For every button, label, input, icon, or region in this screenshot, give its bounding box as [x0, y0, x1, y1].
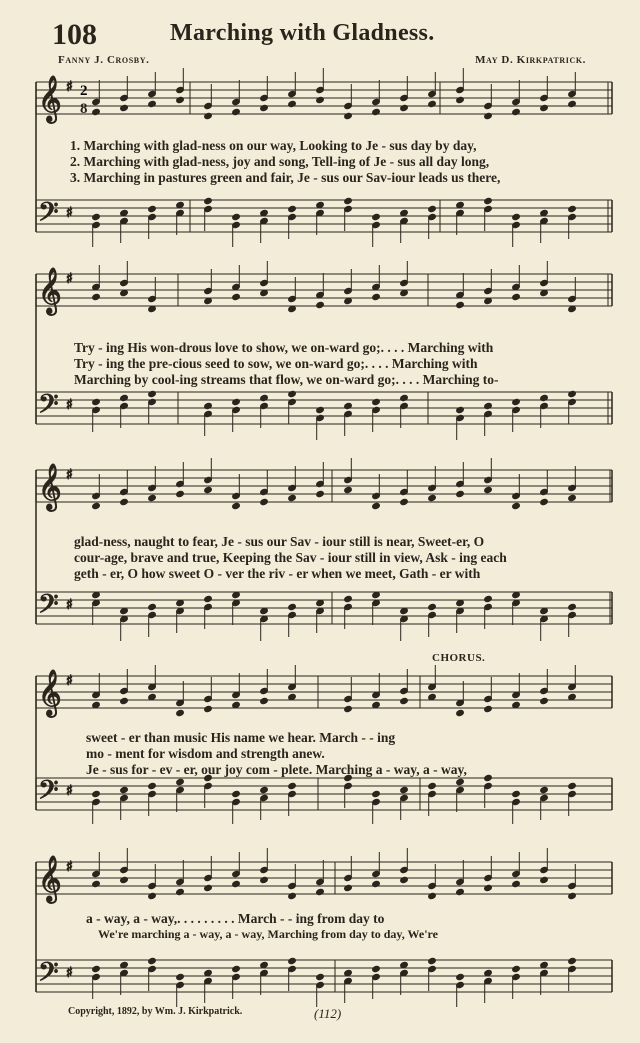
- note-head: [288, 100, 297, 107]
- note-head: [568, 205, 577, 212]
- note-head: [344, 595, 353, 602]
- note-head: [120, 786, 129, 793]
- note-head: [204, 112, 213, 119]
- sharp-icon: ♯: [66, 205, 73, 221]
- lyric-line: Je - sus for - ev - er, our joy com - plete. Marching a - way, a - way,: [86, 762, 467, 777]
- note-head: [568, 603, 577, 610]
- note-head: [176, 778, 185, 785]
- note-head: [288, 603, 297, 610]
- hymn-number: 108: [52, 18, 97, 51]
- note-head: [92, 790, 101, 797]
- lyric-line: 1. Marching with glad-ness on our way, Looking to Je - sus day by day,: [70, 138, 477, 153]
- note-head: [484, 486, 493, 493]
- note-head: [512, 965, 521, 972]
- note-head: [120, 394, 129, 401]
- note-head: [260, 394, 269, 401]
- note-head: [400, 876, 409, 883]
- note-head: [484, 402, 493, 409]
- note-head: [512, 880, 521, 887]
- note-head: [316, 490, 325, 497]
- sharp-icon: ♯: [66, 597, 73, 613]
- note-head: [148, 205, 157, 212]
- note-head: [148, 603, 157, 610]
- note-head: [260, 104, 269, 111]
- note-head: [372, 790, 381, 797]
- note-head: [344, 705, 353, 712]
- hymn-title: Marching with Gladness.: [170, 20, 435, 46]
- note-head: [484, 197, 493, 204]
- time-signature-bottom: 8: [80, 101, 88, 117]
- note-head: [92, 293, 101, 300]
- note-head: [372, 398, 381, 405]
- note-head: [344, 402, 353, 409]
- note-head: [456, 709, 465, 716]
- note-head: [540, 498, 549, 505]
- sharp-icon: ♯: [66, 79, 73, 95]
- note-head: [428, 957, 437, 964]
- note-head: [512, 293, 521, 300]
- lyric-line: geth - er, O how sweet O - ver the riv - er when we meet, Gath - er with: [74, 566, 481, 581]
- note-head: [456, 888, 465, 895]
- note-head: [148, 957, 157, 964]
- note-head: [316, 96, 325, 103]
- treble-clef-icon: 𝄞: [38, 464, 62, 510]
- note-head: [568, 892, 577, 899]
- sharp-icon: ♯: [66, 783, 73, 799]
- note-head: [512, 398, 521, 405]
- note-head: [540, 876, 549, 883]
- note-head: [344, 486, 353, 493]
- note-head: [204, 402, 213, 409]
- note-head: [428, 205, 437, 212]
- note-head: [372, 965, 381, 972]
- note-head: [512, 790, 521, 797]
- lyric-line: Try - ing the pre-cious seed to sow, we on-ward go;. . . . Marching with: [74, 356, 478, 371]
- note-head: [204, 705, 213, 712]
- note-head: [92, 502, 101, 509]
- note-head: [232, 398, 241, 405]
- note-head: [540, 104, 549, 111]
- note-head: [204, 884, 213, 891]
- chorus-label: CHORUS.: [432, 652, 486, 664]
- treble-clef-icon: 𝄞: [38, 268, 62, 314]
- note-head: [176, 709, 185, 716]
- note-head: [456, 96, 465, 103]
- note-head: [148, 100, 157, 107]
- note-head: [568, 390, 577, 397]
- sharp-icon: ♯: [66, 271, 73, 287]
- bass-clef-icon: 𝄢: [38, 588, 59, 626]
- note-head: [176, 973, 185, 980]
- bass-clef-icon: 𝄢: [38, 774, 59, 812]
- sharp-icon: ♯: [66, 673, 73, 689]
- note-head: [344, 112, 353, 119]
- note-head: [512, 213, 521, 220]
- note-head: [232, 502, 241, 509]
- note-head: [372, 213, 381, 220]
- note-head: [512, 502, 521, 509]
- note-head: [260, 876, 269, 883]
- note-head: [288, 494, 297, 501]
- note-head: [288, 957, 297, 964]
- bass-clef-icon: 𝄢: [38, 196, 59, 234]
- note-head: [316, 301, 325, 308]
- treble-clef-icon: 𝄞: [38, 856, 62, 902]
- note-head: [148, 782, 157, 789]
- lyric-line: 3. Marching in pastures green and fair, Je - sus our Sav-iour leads us there,: [70, 170, 501, 185]
- lyricist-credit: Fanny J. Crosby.: [58, 54, 150, 66]
- note-head: [288, 782, 297, 789]
- note-head: [512, 108, 521, 115]
- note-head: [176, 888, 185, 895]
- note-head: [428, 892, 437, 899]
- note-head: [232, 293, 241, 300]
- note-head: [260, 786, 269, 793]
- note-head: [456, 973, 465, 980]
- note-head: [372, 502, 381, 509]
- sharp-icon: ♯: [66, 467, 73, 483]
- note-head: [568, 494, 577, 501]
- note-head: [148, 390, 157, 397]
- sharp-icon: ♯: [66, 397, 73, 413]
- note-head: [92, 880, 101, 887]
- note-head: [232, 108, 241, 115]
- note-head: [288, 205, 297, 212]
- note-head: [120, 498, 129, 505]
- note-head: [344, 197, 353, 204]
- note-head: [540, 394, 549, 401]
- lyric-line: glad-ness, naught to fear, Je - sus our Sav - iour still is near, Sweet-er, O: [74, 534, 485, 549]
- note-head: [232, 213, 241, 220]
- note-head: [428, 100, 437, 107]
- note-head: [204, 197, 213, 204]
- note-head: [400, 697, 409, 704]
- note-head: [288, 390, 297, 397]
- note-head: [540, 697, 549, 704]
- note-head: [484, 884, 493, 891]
- note-head: [120, 876, 129, 883]
- lyric-line: Try - ing His won-drous love to show, we on-ward go;. . . . Marching with: [74, 340, 494, 355]
- note-head: [288, 892, 297, 899]
- note-head: [456, 301, 465, 308]
- note-head: [400, 104, 409, 111]
- note-head: [456, 778, 465, 785]
- note-head: [120, 104, 129, 111]
- note-head: [372, 293, 381, 300]
- note-head: [428, 603, 437, 610]
- note-head: [120, 697, 129, 704]
- note-head: [176, 490, 185, 497]
- page-number: (112): [314, 1006, 342, 1021]
- note-head: [540, 786, 549, 793]
- lyric-line: 2. Marching with glad-ness, joy and song, Tell-ing of Je - sus all day long,: [70, 154, 490, 169]
- note-head: [176, 96, 185, 103]
- note-head: [204, 486, 213, 493]
- note-head: [92, 108, 101, 115]
- note-head: [92, 398, 101, 405]
- note-head: [568, 957, 577, 964]
- note-head: [484, 705, 493, 712]
- note-head: [456, 406, 465, 413]
- bass-clef-icon: 𝄢: [38, 388, 59, 426]
- note-head: [344, 884, 353, 891]
- note-head: [400, 786, 409, 793]
- note-head: [148, 494, 157, 501]
- note-head: [372, 880, 381, 887]
- note-head: [568, 100, 577, 107]
- note-head: [92, 213, 101, 220]
- note-head: [484, 112, 493, 119]
- note-head: [232, 880, 241, 887]
- composer-credit: May D. Kirkpatrick.: [475, 54, 586, 66]
- note-head: [148, 892, 157, 899]
- note-head: [92, 965, 101, 972]
- note-head: [400, 498, 409, 505]
- note-head: [204, 595, 213, 602]
- treble-clef-icon: 𝄞: [38, 670, 62, 716]
- treble-clef-icon: 𝄞: [38, 76, 62, 122]
- note-head: [316, 888, 325, 895]
- note-head: [372, 108, 381, 115]
- copyright-notice: Copyright, 1892, by Wm. J. Kirkpatrick.: [68, 1006, 243, 1017]
- note-head: [456, 490, 465, 497]
- note-head: [232, 965, 241, 972]
- lyric-line: We're marching a - way, a - way, Marching from day to day, We're: [98, 927, 438, 941]
- lyric-line: cour-age, brave and true, Keeping the Sav - iour still in view, Ask - ing each: [74, 550, 507, 565]
- lyric-line: mo - ment for wisdom and strength anew.: [86, 746, 325, 761]
- sharp-icon: ♯: [66, 965, 73, 981]
- note-head: [316, 973, 325, 980]
- note-head: [428, 494, 437, 501]
- lyric-line: a - way, a - way,. . . . . . . . . March - - ing from day to: [86, 911, 385, 926]
- lyric-line: Marching by cool-ing streams that flow, we on-ward go;. . . . Marching to-: [74, 372, 499, 387]
- sharp-icon: ♯: [66, 859, 73, 875]
- note-head: [260, 498, 269, 505]
- note-head: [428, 782, 437, 789]
- lyric-line: sweet - er than music His name we hear. March - - ing: [86, 730, 396, 745]
- note-head: [232, 790, 241, 797]
- bass-clef-icon: 𝄢: [38, 956, 59, 994]
- note-head: [484, 774, 493, 781]
- time-signature: 2: [80, 83, 88, 99]
- note-head: [484, 595, 493, 602]
- note-head: [568, 782, 577, 789]
- note-head: [400, 394, 409, 401]
- note-head: [260, 697, 269, 704]
- note-head: [316, 406, 325, 413]
